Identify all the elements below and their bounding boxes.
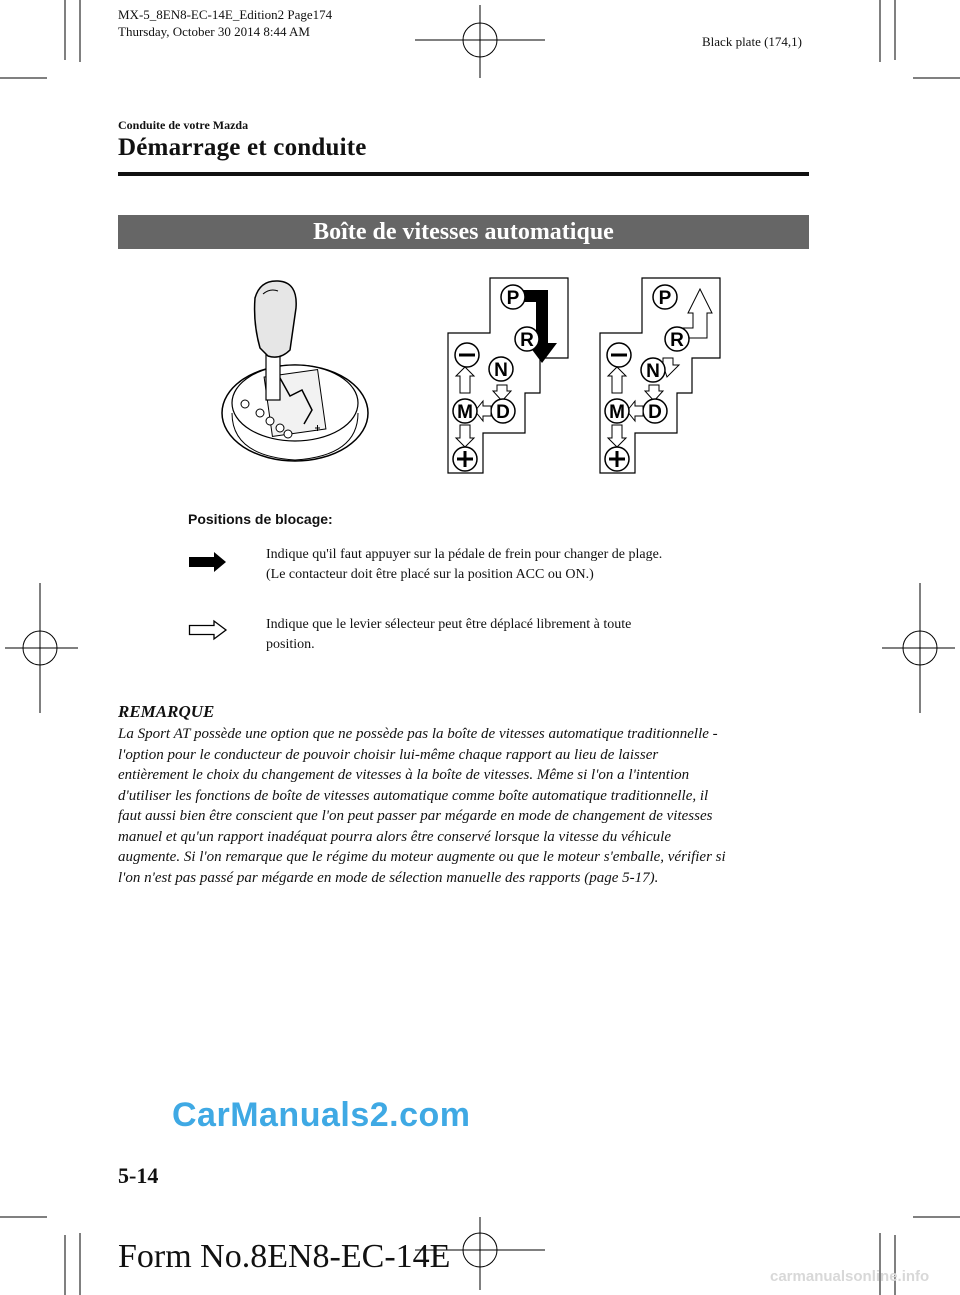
gate-label-d: D	[496, 402, 510, 423]
gate-label-m: M	[457, 402, 473, 423]
note-line: La Sport AT possède une option que ne possède pas la boîte de vitesses automatique traditionnelle -	[118, 726, 718, 742]
gate-label-p: P	[506, 288, 520, 309]
shift-gate-free-diagram	[597, 273, 727, 478]
shift-lever-illustration	[220, 278, 370, 468]
gate-label-n: N	[646, 361, 660, 382]
note-line: l'option pour le conducteur de pouvoir choisir lui-même chaque rapport au lieu de laisser	[118, 746, 659, 763]
section-banner: Boîte de vitesses automatique	[118, 215, 809, 249]
page-number: 5-14	[118, 1163, 159, 1188]
print-header	[118, 6, 332, 40]
legend-item-free	[266, 615, 631, 655]
plate-label: Black plate (174,1)	[702, 34, 802, 49]
form-number: Form No.8EN8-EC-14E	[118, 1238, 451, 1275]
print-header-line1: MX-5_8EN8-EC-14E_Edition2 Page174	[118, 7, 333, 22]
gate-label-m: M	[609, 402, 625, 423]
shift-gate-brake-diagram	[445, 273, 575, 478]
watermark: CarManuals2.com	[172, 1096, 471, 1134]
note-line: d'utiliser les fonctions de boîte de vitesses automatique comme boîte automatique traditionnelle, il	[118, 787, 709, 804]
gate-label-n: N	[494, 360, 508, 381]
gate-label-r: R	[520, 330, 534, 351]
note-line: faut aussi bien être conscient que l'on peut passer par mégarde en mode de changement de vitesses	[118, 808, 713, 824]
outline-arrow-icon	[188, 619, 228, 641]
note-line: l'on n'est pas passé par mégarde en mode de sélection manuelle des rapports (page 5-17).	[118, 869, 659, 886]
legend-item-free-line1: Indique que le levier sélecteur peut être déplacé librement à toute	[266, 617, 632, 632]
legend-item-brake	[266, 545, 662, 585]
note-line: entièrement le choix du changement de vitesses à la boîte de vitesses. Même si l'on a l'intention	[118, 767, 690, 783]
gate-label-r: R	[670, 330, 684, 351]
legend-title: Positions de blocage:	[188, 511, 333, 527]
note-title: REMARQUE	[118, 702, 215, 721]
print-header-line2: Thursday, October 30 2014 8:44 AM	[118, 24, 310, 39]
legend-item-brake-line2: (Le contacteur doit être placé sur la position ACC ou ON.)	[266, 567, 594, 582]
note-line: manuel et qu'un rapport inadéquat pourra alors être conservé lorsque la vitesse du véhicule	[118, 828, 671, 845]
watermark-footer: carmanualsonline.info	[770, 1268, 930, 1285]
chapter-label: Conduite de votre Mazda	[118, 118, 249, 132]
note-line: augmente. Si l'on remarque que le régime du moteur augmente ou que le moteur s'emballe, vérifier si	[118, 849, 726, 865]
legend-item-brake-line1: Indique qu'il faut appuyer sur la pédale de frein pour changer de plage.	[266, 547, 663, 562]
legend-item-free-line2: position.	[266, 637, 315, 652]
gate-label-p: P	[658, 288, 672, 309]
gate-label-d: D	[648, 402, 662, 423]
page-title: Démarrage et conduite	[118, 134, 367, 161]
note-body	[118, 724, 818, 888]
title-rule	[118, 172, 809, 176]
solid-arrow-icon	[188, 551, 228, 573]
